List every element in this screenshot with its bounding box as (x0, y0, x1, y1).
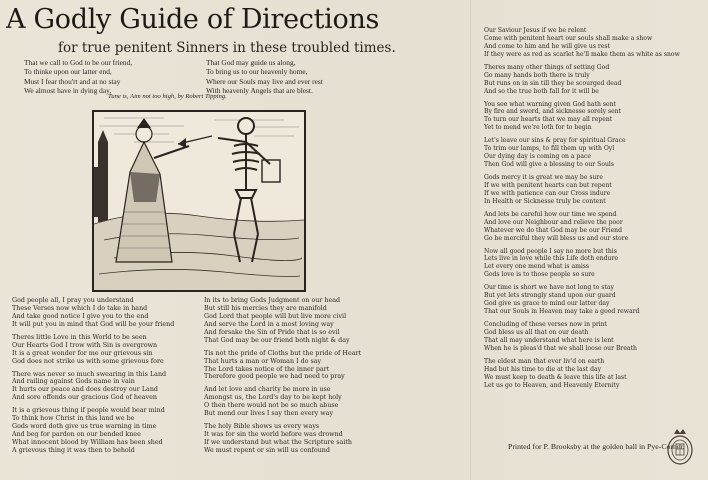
verse-line: Theres many other things of setting God (484, 63, 610, 71)
verse-line: But still his mercies they are manifold (204, 304, 327, 312)
verse-line: But yet lets strongly stand upon our guard (484, 292, 616, 300)
text-column-left-1 (12, 297, 174, 455)
printer-imprint: Printed for P. Brooksby at the golden ball in Pye-Corner. (508, 442, 685, 451)
verse-line: And so the true both fall for it will be (484, 87, 599, 95)
verse-line: The holy Bible shows us every ways (204, 423, 320, 431)
intro-line: That we call to God to be our friend, (24, 58, 133, 67)
verse-line: God bless us all that on our death (484, 328, 589, 336)
intro-stanza-left (24, 58, 132, 95)
verse-line: If we understand but what the Scripture saith (204, 439, 352, 446)
verse-line: Gods word doth give us true warning in time (12, 423, 157, 431)
verse-line: O then there would not be so much abuse (204, 402, 339, 410)
verse-line: By fire and sword, and sicknesse sorely sent (484, 108, 622, 116)
verse-line: But runs on in sin till they be scourged dead (484, 79, 622, 87)
verse-line: And forsake the Sin of Pride that is so evil (204, 328, 340, 336)
verse-line: It is a grievous thing if people would bear mind (12, 407, 165, 415)
verse-line: That hurts a man or Woman I do say (204, 357, 322, 365)
verse-line: That God may be our friend both night & day (204, 336, 350, 344)
verse-line: You see what warning given God hath sent (484, 100, 616, 108)
verse-line: Our Hearts God I trow with Sin is overgrown (12, 341, 158, 349)
verse-line: And come to him and he will give us rest (484, 42, 610, 50)
verse-line: There was never so much swearing in this Land (12, 370, 167, 378)
verse-line: Gods mercy it is great we may be sure (484, 174, 603, 181)
sheet-fold (470, 0, 471, 480)
verse-line: Concluding of these verses now in print (484, 321, 608, 328)
verse-line: It is a great wonder for me our grievous sin (12, 349, 153, 357)
verse-line: Our Saviour Jesus if we be relent (484, 27, 587, 34)
verse-line: It was for sin the world before was drownd (204, 431, 343, 439)
verse-line: A grievous thing it was then to behold (12, 446, 135, 454)
verse-line: To turn our hearts that we may all repent (484, 116, 613, 124)
tune-line: Tune is, Aim not too high, by Robert Tipping. (108, 93, 227, 100)
verse-line: In Health or Sicknesse truly be content (484, 197, 606, 205)
verse-line: The eldest man that ever liv'd on earth (484, 357, 605, 365)
page-subtitle: for true penitent Sinners in these troubled times. (58, 40, 396, 56)
verse-line: It hurts our peace and does destroy our Land (12, 386, 158, 394)
verse-line: God does not strike us with some grievous fore (12, 357, 164, 365)
verse-line: When he is pleas'd that we shall loose our Breath (484, 344, 637, 352)
library-stamp-icon (666, 426, 694, 466)
verse-line: God give us grace to mind our latter day (484, 300, 610, 308)
verse-line: Theres little Love in this World to be seen (12, 333, 147, 341)
verse-line: If we with patience can our Cross indure (484, 189, 611, 197)
verse-line: That all may understand what here is lent (484, 336, 614, 344)
verse-line: Whatever we do that God may be our Friend (484, 226, 623, 234)
verse-line: To trim our lamps, to fill them up with Oyl (484, 145, 615, 153)
intro-line: Where our Souls may live and ever rest (206, 76, 323, 86)
intro-stanza-right (206, 58, 323, 95)
page-title: A Godly Guide of Directions (6, 4, 380, 35)
intro-line: With heavenly Angels that are blest. (206, 85, 313, 95)
verse-line: The Lord takes notice of the inner part (204, 365, 330, 373)
verse-line: And lets be careful how our time we spend (484, 210, 617, 218)
verse-line: And let love and charity be more in use (204, 386, 331, 394)
text-column-right (484, 27, 680, 390)
verse-line: Gods love is to those people so sure (484, 271, 595, 279)
verse-line: Come with penitent heart our souls shall make a show (484, 34, 653, 42)
verse-line: We must repent or sin will us confound (204, 446, 330, 454)
verse-line: Let every one mend what is amiss (484, 263, 590, 271)
verse-line: Go be merciful they will bless us and our store (484, 234, 629, 242)
verse-line: Tis not the pride of Cloths but the pride of Heart (204, 349, 362, 357)
intro-line: To thinke upon our latter end, (24, 67, 112, 77)
verse-line: To think how Christ in this land we be (12, 415, 135, 423)
verse-line: If we with penitent hearts can but repent (484, 181, 612, 189)
verse-line: God Lord that people will but live more civil (204, 312, 347, 320)
verse-line: And take good notice I give you to the end (12, 312, 149, 320)
verse-line: And serve the Lord in a most loving way (204, 320, 334, 328)
verse-line: Our time is short we have not long to stay (484, 284, 614, 292)
verse-line: Go many hands both there is truly (484, 71, 590, 79)
woodcut-image (94, 112, 304, 290)
verse-line: Let's leave our sins & pray for spiritual Grace (484, 137, 626, 145)
verse-line: In its to bring Gods Judgment on our head (204, 297, 341, 304)
verse-line: Therefore good people we had need to pray (204, 373, 345, 381)
verse-line: If they were as red as scarlet he'll make them as white as snow (484, 50, 680, 58)
verse-line: And railing against Gods name in vain (12, 378, 135, 386)
verse-line: Yet to mend we're loth for to begin (484, 124, 592, 132)
intro-line: That God may guide us along, (206, 58, 296, 67)
verse-line: Let us go to Heaven, and Heavenly Eternity (484, 381, 620, 389)
verse-line: Now all good people I say no more but this (484, 247, 617, 255)
verse-line: But mend our lives I say then every way (204, 410, 334, 418)
verse-line: Our dying day is coming on a pace (484, 153, 591, 161)
intro-line: Must I fear thou'rt and at no stay (24, 76, 121, 86)
verse-line: These Verses now which I do take in hand (12, 304, 148, 312)
verse-line: And beg for pardon on our bended knee (12, 431, 141, 439)
verse-line: And sore offends our gracious God of heaven (12, 394, 157, 402)
verse-line: It will put you in mind that God will be your friend (12, 320, 175, 328)
verse-line: Then God will give a blessing to our Souls (484, 161, 615, 169)
verse-line: That our Souls in Heaven may take a good reward (484, 308, 640, 316)
verse-line: Amongst us, the Lord's day to be kept holy (204, 394, 342, 402)
verse-line: Had but his time to die at the last day (484, 365, 602, 373)
verse-line: God people all, I pray you understand (12, 297, 134, 304)
intro-line: To bring us to our heavenly home, (206, 67, 308, 77)
verse-line: We must keep to death & leave this life at last (484, 373, 627, 381)
text-column-left-2 (204, 297, 361, 455)
verse-line: And love our Neighbour and relieve the poor (484, 218, 623, 226)
intro-line: We almost have in dying day, (24, 85, 112, 95)
verse-line: What innocent blood by William has been shed (12, 439, 163, 446)
woodcut-illustration (92, 110, 306, 292)
verse-line: Lets live in love while this Life doth endure (484, 255, 618, 263)
